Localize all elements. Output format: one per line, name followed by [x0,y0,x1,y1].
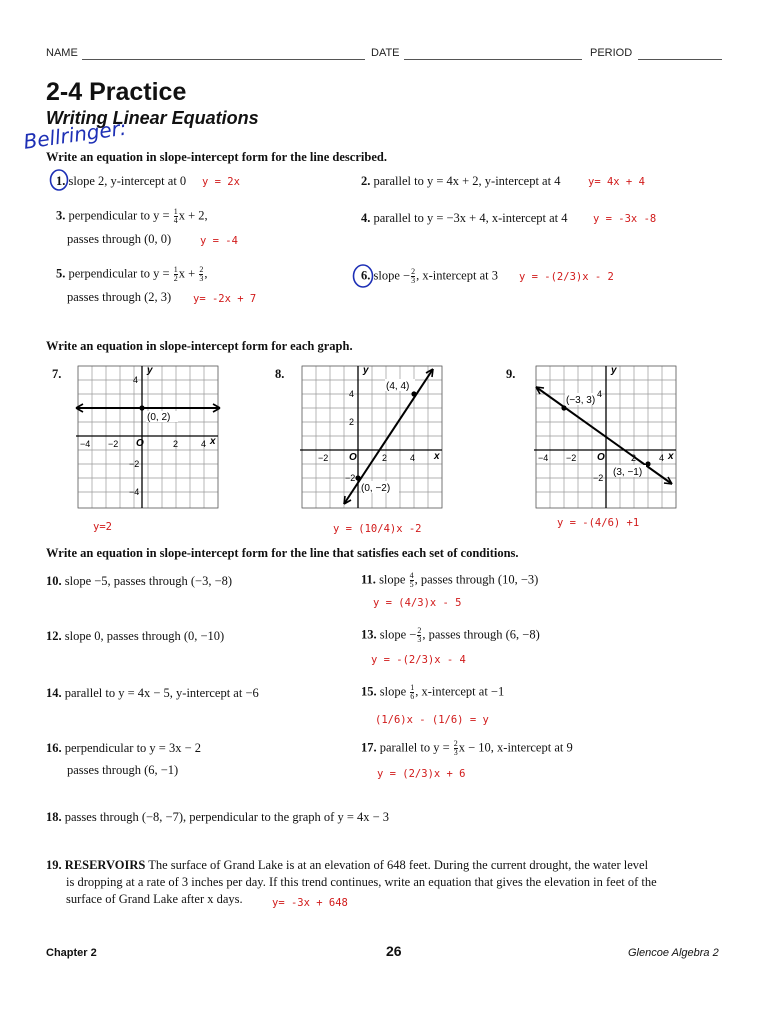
point-label: (−3, 3) [566,395,596,406]
problem-number: 10. [46,574,62,588]
section-1-instructions: Write an equation in slope-intercept form for the line described. [46,150,387,164]
origin-label: O [136,438,144,449]
answer-7: y=2 [93,521,112,533]
answer-9: y = -(4/6) +1 [557,517,640,529]
fraction [199,266,203,283]
problem-number: 12. [46,629,62,643]
graph-point [411,391,416,396]
fraction-denominator: 2 [173,274,178,283]
handwritten-bellringer: Bellringer: [22,115,128,154]
problem-5 [56,266,207,283]
problem-text: parallel to y = 4x − 5, y-intercept at −6 [64,686,259,700]
problem-number: 18. [46,810,62,824]
graph-point [355,475,360,480]
fraction-numerator: 4 [409,571,414,580]
graph-9-number: 9. [506,367,516,381]
answer-6: y = -(2/3)x - 2 [519,271,614,283]
problem-text: perpendicular to y = [68,266,173,281]
problem-number: 14. [46,686,62,700]
tick-label: 4 [597,389,603,399]
origin-label: O [349,452,357,463]
problem-text: parallel to y = −3x + 4, x-intercept at 4 [373,211,568,225]
date-blank [404,59,582,60]
problem-15 [361,684,504,701]
footer-chapter: Chapter 2 [46,947,97,959]
problem-number: 15. [361,684,377,699]
tick-label: −2 [129,459,140,469]
answer-15: (1/6)x - (1/6) = y [375,714,489,726]
y-axis-label: y [611,365,617,376]
problem-12 [46,629,224,644]
point-label: (3, −1) [613,467,643,478]
problem-text: x − 10, x-intercept at 9 [458,740,573,755]
problem-text: , x-intercept at −1 [415,684,505,699]
problem-2 [361,174,560,189]
problem-number: 11. [361,572,376,587]
problem-text: passes through (−8, −7), perpendicular to the graph of y = 4x − 3 [64,810,390,824]
graph-point [139,405,144,410]
problem-label: RESERVOIRS [64,858,146,872]
problem-number: 6. [361,268,371,283]
tick-label: −4 [80,439,91,449]
fraction [410,572,414,589]
tick-label: 2 [173,439,179,449]
fraction-numerator: 2 [411,267,416,276]
problem-19-line2: is dropping at a rate of 3 inches per day. If this trend continues, write an equation that gives the elevation in feet of the [66,875,657,889]
problem-5-line2: passes through (2, 3) [67,290,172,304]
problem-text: slope − [373,268,411,283]
problem-text: The surface of Grand Lake is at an elevation of 648 feet. During the current drought, the water level [148,858,649,872]
period-label: PERIOD [590,47,633,59]
tick-label: 4 [349,389,355,399]
answer-3: y = -4 [200,235,238,247]
fraction-denominator: 6 [410,692,415,701]
problem-4 [361,211,568,226]
answer-5: y= -2x + 7 [193,293,257,305]
name-label: NAME [46,47,78,59]
tick-label: 4 [201,439,207,449]
fraction-denominator: 3 [411,276,416,285]
tick-label: −2 [108,439,119,449]
problem-text: parallel to y = 4x + 2, y-intercept at 4 [373,174,561,188]
fraction-denominator: 3 [199,274,204,283]
fraction-numerator: 2 [417,626,422,635]
problem-number: 1. [56,174,66,188]
problem-text: , passes through (6, −8) [422,627,540,642]
problem-14 [46,686,259,701]
circle-mark-6 [352,263,376,289]
tick-label: 4 [410,453,416,463]
problem-text: , [204,266,208,281]
fraction [174,208,178,225]
fraction [417,627,421,644]
problem-text: slope [379,572,409,587]
problem-16-line2: passes through (6, −1) [67,763,179,777]
tick-label: 2 [631,453,637,463]
page-title: 2-4 Practice [46,78,187,106]
point-label: (0, 2) [147,412,171,423]
answer-17: y = (2/3)x + 6 [377,768,466,780]
answer-19: y= -3x + 648 [272,897,348,909]
problem-1 [56,174,186,189]
fraction [454,740,458,757]
problem-16 [46,741,201,756]
tick-label: 4 [659,453,665,463]
problem-6 [361,268,498,285]
tick-label: 2 [349,417,355,427]
tick-label: −2 [318,453,329,463]
section-2-instructions: Write an equation in slope-intercept form for each graph. [46,339,353,353]
point-label: (0, −2) [361,483,391,494]
answer-1: y = 2x [202,176,240,188]
problem-number: 16. [46,741,62,755]
fraction-numerator: 1 [410,683,415,692]
answer-11: y = (4/3)x - 5 [373,597,462,609]
problem-10 [46,574,232,589]
tick-label: −4 [129,487,140,497]
tick-label: −2 [566,453,577,463]
fraction-denominator: 3 [453,748,458,757]
tick-label: 4 [133,375,139,385]
date-label: DATE [371,47,400,59]
name-blank [82,59,365,60]
problem-19-line3: surface of Grand Lake after x days. [66,892,243,906]
problem-text: perpendicular to y = [68,208,173,223]
problem-number: 13. [361,627,377,642]
tick-label: −2 [593,473,604,483]
tick-label: −2 [345,473,356,483]
problem-17 [361,740,573,757]
problem-number: 3. [56,208,66,223]
fraction-numerator: 1 [173,265,178,274]
fraction-numerator: 2 [199,265,204,274]
problem-number: 4. [361,211,371,225]
point-label: (4, 4) [386,381,410,392]
problem-text: perpendicular to y = 3x − 2 [64,741,202,755]
tick-label: −4 [538,453,549,463]
problem-3-line2: passes through (0, 0) [67,232,172,246]
graph-7-number: 7. [52,367,62,381]
problem-13 [361,627,540,644]
problem-text: parallel to y = [379,740,453,755]
problem-number: 5. [56,266,66,281]
problem-number: 2. [361,174,371,188]
problem-text: slope −5, passes through (−3, −8) [64,574,233,588]
problem-number: 19. [46,858,62,872]
answer-2: y= 4x + 4 [588,176,645,188]
x-axis-label: x [668,451,674,462]
fraction-numerator: 2 [453,739,458,748]
problem-text: slope [379,684,410,699]
problem-19 [46,858,648,873]
problem-text: , x-intercept at 3 [416,268,498,283]
section-3-instructions: Write an equation in slope-intercept form for the line that satisfies each set of conditions. [46,546,519,560]
y-axis-label: y [363,365,369,376]
graph-8-number: 8. [275,367,285,381]
fraction [174,266,178,283]
problem-text: slope − [379,627,417,642]
fraction-denominator: 3 [417,635,422,644]
graph-8 [298,362,446,512]
fraction [410,684,414,701]
graph-7 [74,362,222,512]
problem-text: slope 2, y-intercept at 0 [68,174,187,188]
origin-label: O [597,452,605,463]
fraction-denominator: 5 [409,580,414,589]
footer-book: Glencoe Algebra 2 [628,947,719,959]
tick-label: 2 [382,453,388,463]
problem-text: , passes through (10, −3) [414,572,539,587]
fraction [411,268,415,285]
period-blank [638,59,722,60]
answer-13: y = -(2/3)x - 4 [371,654,466,666]
fraction-numerator: 1 [173,207,178,216]
graph-9 [532,362,680,512]
problem-text: x + [178,266,199,281]
problem-text: slope 0, passes through (0, −10) [64,629,225,643]
problem-3 [56,208,208,225]
answer-4: y = -3x -8 [593,213,657,225]
graph-point [561,405,566,410]
problem-18 [46,810,389,825]
graph-point [645,461,650,466]
page-number: 26 [386,943,402,959]
circle-mark-1 [49,168,71,192]
problem-11 [361,572,538,589]
problem-number: 17. [361,740,377,755]
x-axis-label: x [210,436,216,447]
answer-8: y = (10/4)x -2 [333,523,422,535]
x-axis-label: x [434,451,440,462]
page-subtitle: Writing Linear Equations [46,108,259,128]
graph-line [536,387,672,484]
graph-grid [78,366,218,508]
problem-text: x + 2, [178,208,208,223]
fraction-denominator: 4 [173,216,178,225]
y-axis-label: y [147,365,153,376]
